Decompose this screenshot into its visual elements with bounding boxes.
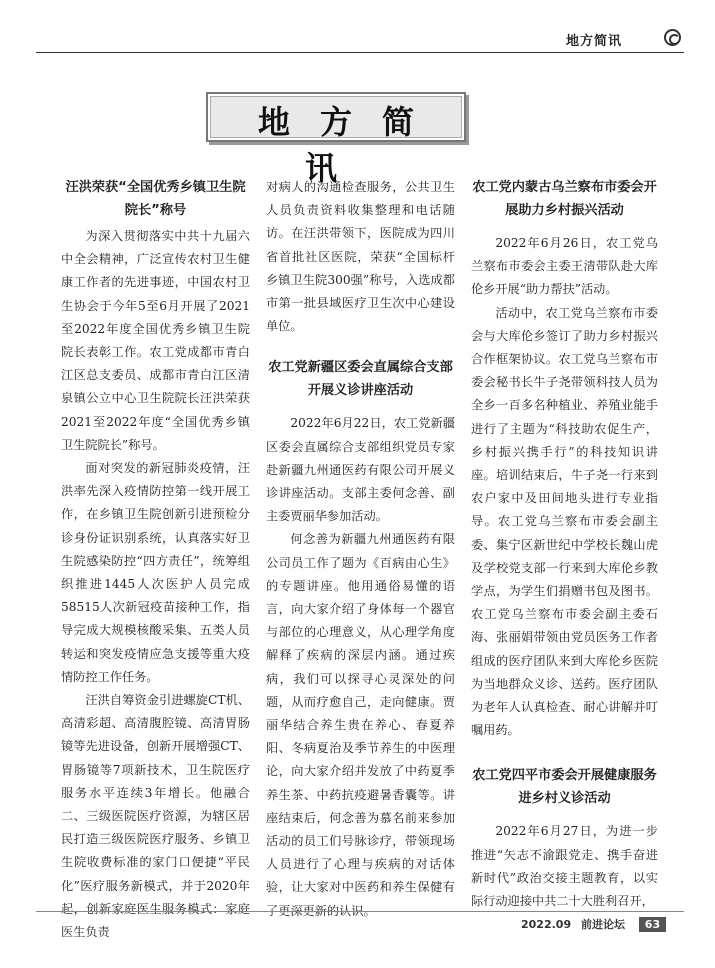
page-number: 63: [639, 917, 666, 932]
article-paragraph: 汪洪自筹资金引进螺旋CT机、高清彩超、高清腹腔镜、高清胃肠镜等先进设备，创新开展增强CT、胃肠镜等7项新技术，卫生院医疗服务水平连续3年增长。他融合二、三级医院医疗资源，为辖区居民打造三级医院医疗服务、乡镇卫生院收费标准的家门口便捷“平民化”医疗服务新模式，并于2020年起，创新家庭医生服务模式：家庭医生负责: [61, 693, 250, 940]
column-2: [266, 176, 455, 923]
article-title: 农工党新疆区委会直属综合支部开展义诊讲座活动: [268, 360, 453, 399]
page-footer: [521, 916, 672, 932]
column-3: [471, 176, 658, 913]
article-paragraph: 对病人的沟通检查服务，公共卫生人员负责资料收集整理和电话随访。在汪洪带领下，医院成为四川省首批社区医院，荣获“全国标杆乡镇卫生院300强”称号，入选成都市第一批县域医疗卫生次中心建设单位。: [266, 180, 455, 334]
article-paragraph: 何念善为新疆九州通医药有限公司员工作了题为《百病由心生》的专题讲座。他用通俗易懂的语言，向大家介绍了身体每一个器官与部位的心理意义，从心理学角度解释了疾病的深层内涵。通过疾病，我们可以探寻心灵深处的问题，从而疗愈自己，走向健康。贾丽华结合养生贵在养心、春夏养阳、冬病夏治及季节养生的中医理论，向大家介绍并发放了中药夏季养生茶、中药抗疫避暑香囊等。讲座结束后，何念善为慕名前来参加活动的员工们号脉诊疗，带领现场人员进行了心理与疾病的对话体验，让大家对中医药和养生保健有了更深更新的认识。: [266, 532, 455, 918]
article-paragraph: 2022年6月26日，农工党乌兰察布市委会主委王清带队赴大库伦乡开展“助力帮扶”活动。: [471, 236, 658, 297]
section-header: 地方简讯: [566, 34, 623, 49]
header-divider: [36, 52, 684, 53]
banner-title: 地方简讯: [257, 103, 444, 187]
column-1: [61, 176, 250, 944]
article-paragraph: 活动中，农工党乌兰察布市委会与大库伦乡签订了助力乡村振兴合作框架协议。农工党乌兰察布市委会秘书长牛子尧带领科技人员为全乡一百多名种植业、养殖业能手进行了主题为“科技助农促生产，乡村振兴携手行”的科技知识讲座。培训结束后，牛子尧一行来到农户家中及田间地头进行专业指导。农工党乌兰察布市委会副主委、集宁区新世纪中学校长魏山虎及学校党支部一行来到大库伦乡教学点，为学生们捐赠书包及图书。农工党乌兰察布市委会副主委石海、张丽娟带领由党员医务工作者组成的医疗团队来到大库伦乡医院为当地群众义诊、送药。医疗团队为老年人认真检查、耐心讲解并叮嘱用药。: [471, 305, 658, 738]
journal-logo-icon: [664, 29, 681, 46]
article-title: 农工党内蒙古乌兰察布市委会开展助力乡村振兴活动: [472, 180, 657, 218]
footer-divider: [36, 911, 684, 912]
article-title: 汪洪荣获“全国优秀乡镇卫生院院长”称号: [65, 180, 246, 218]
article-paragraph: 2022年6月27日，为进一步推进“矢志不渝跟党走、携手奋进新时代”政治交接主题教育，以实际行动迎接中共二十大胜利召开，: [471, 824, 658, 909]
footer-journal: 前进论坛: [580, 918, 625, 931]
article-paragraph: 2022年6月22日，农工党新疆区委会直属综合支部组织党员专家赴新疆九州通医药有限公司开展义诊讲座活动。支部主委何念善、副主委贾丽华参加活动。: [266, 416, 455, 524]
article-title: 农工党四平市委会开展健康服务进乡村义诊活动: [472, 768, 657, 807]
footer-date: 2022.09: [521, 918, 572, 931]
article-paragraph: 面对突发的新冠肺炎疫情，汪洪率先深入疫情防控第一线开展工作，在乡镇卫生院创新引进预检分诊身份证识别系统，认真落实好卫生院感染防控“四方责任”，统筹组织推进1445人次医护人员完成58515人次新冠疫苗接种工作，指导完成大规模核酸采集、五类人员转运和突发疫情应急支援等重大疫情防控工作任务。: [61, 461, 250, 684]
article-paragraph: 为深入贯彻落实中共十九届六中全会精神，广泛宣传农村卫生健康工作者的先进事迹，中国农村卫生协会于今年5至6月开展了2021至2022年度全国优秀乡镇卫生院院长表彰工作。农工党成都市青白江区总支委员、成都市青白江区清泉镇公立中心卫生院院长汪洪荣获2021至2022年度“全国优秀乡镇卫生院院长”称号。: [61, 229, 250, 452]
section-banner: [206, 92, 466, 187]
